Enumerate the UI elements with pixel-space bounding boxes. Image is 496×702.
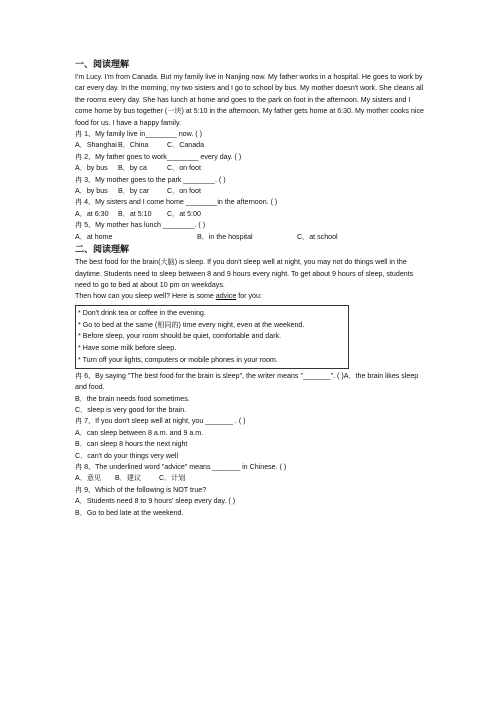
option-c: C．on foot: [167, 164, 201, 173]
option-a: A．by bus: [75, 187, 108, 196]
tip-item: * Have some milk before sleep.: [78, 344, 177, 353]
option-a: A．意见: [75, 474, 102, 483]
question-6-option-b: B．the brain needs food sometimes.: [75, 394, 190, 403]
option-b: B．建议: [115, 474, 142, 483]
option-b: B．in the hospital: [197, 232, 253, 241]
lead-text-before: Then how can you sleep well? Here is some: [75, 292, 216, 301]
worksheet-content: [75, 58, 425, 519]
option-b: B．by ca: [118, 164, 147, 173]
question-4-options: [75, 209, 425, 220]
section2-passage: The best food for the brain(大脑) is sleep. If you don't sleep well at night, you may not do things well in the daytime. Students need to sleep between 8 and 9 hours every night. To get about 9 hours of sleep, students need to go to bed at about 10 pm on weekdays.: [75, 258, 414, 289]
section2-lead: [75, 291, 425, 302]
option-c: C．on foot: [167, 187, 201, 196]
option-c: C．at 5:00: [167, 209, 201, 218]
question-7-option-b: B．can sleep 8 hours the next night: [75, 440, 188, 449]
option-b: B．China: [118, 141, 149, 150]
question-6-option-c: C．sleep is very good for the brain.: [75, 405, 187, 414]
question-7: 冉 7、If you don't sleep well at night, you _______ . ( ): [75, 417, 246, 426]
question-4: 冉 4、My sisters and I come home ________in the afternoon. ( ): [75, 198, 278, 207]
question-1-options: [75, 140, 425, 151]
question-7-option-a: A．can sleep between 8 a.m. and 9 a.m.: [75, 428, 204, 437]
section2-title: 二、阅读理解: [75, 244, 130, 255]
option-a: A．at 6:30: [75, 209, 109, 218]
option-a: A．by bus: [75, 164, 108, 173]
option-b: B．by car: [118, 187, 150, 196]
question-5-options: [75, 232, 425, 243]
section1-title: 一、阅读理解: [75, 59, 130, 69]
tip-item: * Go to bed at the same (相同的) time every night, even at the weekend.: [78, 320, 305, 329]
question-5: 冉 5、My mother has lunch ________. ( ): [75, 221, 206, 230]
question-8-options: [75, 473, 425, 484]
tip-item: * Turn off your lights, computers or mobile phones in your room.: [78, 355, 278, 364]
question-3-options: [75, 186, 425, 197]
question-2-options: [75, 163, 425, 174]
tip-item: * Before sleep, your room should be quiet, comfortable and dark.: [78, 332, 282, 341]
question-1: 冉 1、My family live in________ now. ( ): [75, 130, 202, 139]
question-9: 冉 9、Which of the following is NOT true?: [75, 485, 207, 494]
question-7-option-c: C．can't do your things very well: [75, 451, 179, 460]
question-9-option-b: B．Go to bed late at the weekend.: [75, 508, 184, 517]
question-6: 冉 6、By saying "The best food for the brain is sleep", the writer means "_______". ( )A．the brain likes sleep and food.: [75, 371, 419, 392]
tip-item: * Don't drink tea or coffee in the evening.: [78, 308, 206, 317]
underlined-word: advice: [215, 292, 237, 301]
option-a: A．Shanghai: [75, 141, 117, 150]
question-2: 冉 2、My father goes to work________ every day. ( ): [75, 152, 242, 161]
section1-passage: I'm Lucy. I'm from Canada. But my family live in Nanjing now. My father works in a hospital. He goes to work by car every day. In the morning, my two sisters and I go to school by bus. My mother doesn't work. She cleans all the rooms every day. She has lunch at home and goes to the park on foot in the afternoon. My sisters and I come home by bus together (一块) at 5:10 in the afternoon. My father gets home at 6:30. My mother cooks nice food for us. I have a happy family.: [75, 73, 424, 127]
option-a: A．at home: [75, 232, 113, 241]
option-b: B．at 5:10: [118, 209, 152, 218]
lead-text-after: for you:: [236, 292, 262, 301]
option-c: C．at school: [297, 232, 338, 241]
option-c: C．计划: [159, 474, 186, 483]
question-8: 冉 8、The underlined word "advice" means _______ in Chinese. ( ): [75, 462, 287, 471]
question-9-option-a: A．Students need 8 to 9 hours' sleep every day. ( ): [75, 497, 236, 506]
question-3: 冉 3、My mother goes to the park ________. ( ): [75, 175, 226, 184]
advice-box: [75, 305, 349, 369]
option-c: C．Canada: [167, 141, 205, 150]
